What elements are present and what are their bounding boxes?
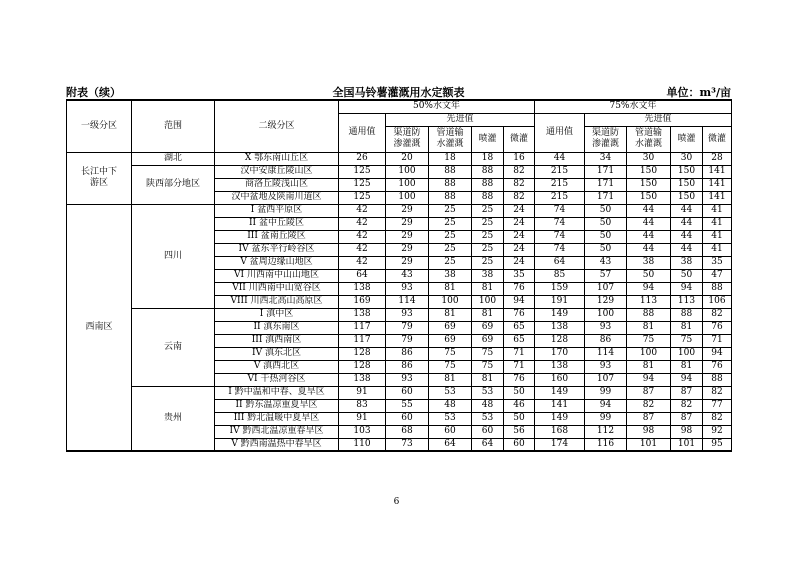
value-cell: 75: [472, 347, 504, 360]
value-cell: 60: [386, 412, 429, 425]
header-range: 范围: [132, 100, 215, 152]
value-cell: 75: [429, 360, 472, 373]
value-cell: 29: [386, 217, 429, 230]
header-p75: 75%水文年: [535, 100, 732, 113]
value-cell: 88: [671, 308, 703, 321]
value-cell: 24: [504, 256, 535, 269]
value-cell: 215: [535, 178, 585, 191]
value-cell: 79: [386, 334, 429, 347]
value-cell: 94: [504, 295, 535, 308]
value-cell: 88: [472, 178, 504, 191]
subregion-cell: I 黔中温和中春、夏旱区: [215, 386, 339, 399]
value-cell: 86: [386, 347, 429, 360]
value-cell: 77: [703, 399, 732, 412]
value-cell: 99: [585, 386, 627, 399]
value-cell: 81: [627, 360, 671, 373]
value-cell: 94: [671, 373, 703, 386]
value-cell: 76: [504, 308, 535, 321]
value-cell: 48: [472, 399, 504, 412]
value-cell: 82: [504, 165, 535, 178]
value-cell: 30: [627, 152, 671, 165]
value-cell: 171: [585, 191, 627, 204]
subregion-cell: I 滇中区: [215, 308, 339, 321]
value-cell: 50: [671, 269, 703, 282]
table-row: [67, 204, 732, 217]
value-cell: 50: [585, 217, 627, 230]
value-cell: 87: [627, 386, 671, 399]
value-cell: 81: [472, 373, 504, 386]
value-cell: 47: [703, 269, 732, 282]
range-cell: 陕西部分地区: [132, 165, 215, 204]
value-cell: 82: [703, 386, 732, 399]
value-cell: 30: [671, 152, 703, 165]
subregion-cell: IV 盆东平行岭谷区: [215, 243, 339, 256]
value-cell: 38: [671, 256, 703, 269]
header-p75-micro: 微灌: [703, 126, 732, 152]
value-cell: 24: [504, 243, 535, 256]
value-cell: 191: [535, 295, 585, 308]
value-cell: 92: [703, 425, 732, 438]
value-cell: 81: [429, 308, 472, 321]
value-cell: 38: [472, 269, 504, 282]
value-cell: 28: [703, 152, 732, 165]
page-number: 6: [393, 497, 400, 507]
value-cell: 29: [386, 204, 429, 217]
value-cell: 42: [339, 256, 386, 269]
subregion-cell: V 黔西南温热中春旱区: [215, 438, 339, 451]
value-cell: 25: [472, 217, 504, 230]
value-cell: 82: [703, 308, 732, 321]
value-cell: 171: [585, 178, 627, 191]
value-cell: 88: [703, 282, 732, 295]
value-cell: 95: [703, 438, 732, 451]
value-cell: 50: [585, 243, 627, 256]
value-cell: 141: [703, 191, 732, 204]
value-cell: 25: [472, 204, 504, 217]
value-cell: 98: [671, 425, 703, 438]
value-cell: 69: [472, 334, 504, 347]
value-cell: 107: [585, 282, 627, 295]
value-cell: 25: [472, 243, 504, 256]
value-cell: 149: [535, 386, 585, 399]
value-cell: 81: [429, 282, 472, 295]
value-cell: 149: [535, 412, 585, 425]
value-cell: 138: [535, 360, 585, 373]
value-cell: 43: [386, 269, 429, 282]
value-cell: 24: [504, 230, 535, 243]
value-cell: 93: [386, 282, 429, 295]
subregion-cell: II 滇东南区: [215, 321, 339, 334]
value-cell: 100: [386, 178, 429, 191]
value-cell: 60: [429, 425, 472, 438]
value-cell: 81: [671, 360, 703, 373]
value-cell: 86: [585, 334, 627, 347]
value-cell: 44: [627, 204, 671, 217]
value-cell: 68: [386, 425, 429, 438]
value-cell: 150: [627, 178, 671, 191]
header-p50: 50%水文年: [339, 100, 535, 113]
value-cell: 150: [671, 165, 703, 178]
value-cell: 18: [429, 152, 472, 165]
value-cell: 71: [504, 360, 535, 373]
value-cell: 100: [386, 165, 429, 178]
value-cell: 24: [504, 204, 535, 217]
table-row: [67, 165, 732, 178]
unit-label: 单位：m³/亩: [666, 86, 731, 99]
value-cell: 81: [627, 321, 671, 334]
value-cell: 69: [429, 321, 472, 334]
value-cell: 87: [627, 412, 671, 425]
header-p75-canal: 渠道防 渗灌溉: [585, 126, 627, 152]
value-cell: 24: [504, 217, 535, 230]
value-cell: 65: [504, 321, 535, 334]
value-cell: 53: [472, 412, 504, 425]
value-cell: 64: [472, 438, 504, 451]
range-cell: 湖北: [132, 152, 215, 165]
value-cell: 26: [339, 152, 386, 165]
appendix-label: 附表（续）: [66, 86, 121, 99]
value-cell: 57: [585, 269, 627, 282]
subregion-cell: V 盆周边缘山地区: [215, 256, 339, 269]
value-cell: 125: [339, 178, 386, 191]
range-cell: 云南: [132, 308, 215, 386]
value-cell: 138: [535, 321, 585, 334]
value-cell: 71: [703, 334, 732, 347]
subregion-cell: 汉中安康丘陵山区: [215, 165, 339, 178]
value-cell: 85: [535, 269, 585, 282]
value-cell: 75: [472, 360, 504, 373]
value-cell: 44: [627, 243, 671, 256]
header-p75-general: 通用值: [535, 113, 585, 152]
value-cell: 55: [386, 399, 429, 412]
value-cell: 174: [535, 438, 585, 451]
level1-cell: 西南区: [67, 204, 132, 451]
table-body: [67, 152, 732, 451]
subregion-cell: V 滇西北区: [215, 360, 339, 373]
value-cell: 44: [535, 152, 585, 165]
value-cell: 88: [627, 308, 671, 321]
value-cell: 100: [671, 347, 703, 360]
value-cell: 100: [472, 295, 504, 308]
value-cell: 98: [627, 425, 671, 438]
value-cell: 128: [535, 334, 585, 347]
value-cell: 93: [585, 321, 627, 334]
header-p50-pipe: 管道输 水灌溉: [429, 126, 472, 152]
value-cell: 88: [703, 373, 732, 386]
value-cell: 42: [339, 243, 386, 256]
value-cell: 64: [429, 438, 472, 451]
header-level1: 一级分区: [67, 100, 132, 152]
subregion-cell: II 黔东温凉重夏旱区: [215, 399, 339, 412]
subregion-cell: III 滇西南区: [215, 334, 339, 347]
value-cell: 125: [339, 191, 386, 204]
value-cell: 44: [627, 230, 671, 243]
value-cell: 74: [535, 217, 585, 230]
value-cell: 74: [535, 204, 585, 217]
value-cell: 93: [386, 308, 429, 321]
header-p75-spray: 喷灌: [671, 126, 703, 152]
value-cell: 94: [585, 399, 627, 412]
value-cell: 42: [339, 204, 386, 217]
value-cell: 169: [339, 295, 386, 308]
subregion-cell: 汉中盆地及陕南川道区: [215, 191, 339, 204]
value-cell: 141: [703, 165, 732, 178]
value-cell: 150: [671, 178, 703, 191]
range-cell: 贵州: [132, 386, 215, 451]
value-cell: 125: [339, 165, 386, 178]
value-cell: 69: [472, 321, 504, 334]
value-cell: 88: [429, 165, 472, 178]
value-cell: 35: [504, 269, 535, 282]
value-cell: 168: [535, 425, 585, 438]
value-cell: 81: [671, 321, 703, 334]
value-cell: 34: [585, 152, 627, 165]
value-cell: 129: [585, 295, 627, 308]
value-cell: 60: [386, 386, 429, 399]
value-cell: 29: [386, 230, 429, 243]
value-cell: 94: [703, 347, 732, 360]
value-cell: 112: [585, 425, 627, 438]
value-cell: 69: [429, 334, 472, 347]
header-p50-micro: 微灌: [504, 126, 535, 152]
value-cell: 93: [585, 360, 627, 373]
value-cell: 53: [429, 412, 472, 425]
value-cell: 25: [429, 243, 472, 256]
value-cell: 88: [429, 178, 472, 191]
value-cell: 50: [627, 269, 671, 282]
value-cell: 141: [535, 399, 585, 412]
value-cell: 75: [429, 347, 472, 360]
subregion-cell: VI 川西南中山山地区: [215, 269, 339, 282]
subregion-cell: II 盆中丘陵区: [215, 217, 339, 230]
value-cell: 46: [504, 399, 535, 412]
value-cell: 41: [703, 243, 732, 256]
header-p75-pipe: 管道输 水灌溉: [627, 126, 671, 152]
value-cell: 50: [585, 204, 627, 217]
value-cell: 83: [339, 399, 386, 412]
value-cell: 74: [535, 230, 585, 243]
value-cell: 171: [585, 165, 627, 178]
level1-cell: 长江中下 游区: [67, 152, 132, 204]
value-cell: 82: [504, 191, 535, 204]
value-cell: 56: [504, 425, 535, 438]
value-cell: 100: [386, 191, 429, 204]
value-cell: 82: [671, 399, 703, 412]
value-cell: 103: [339, 425, 386, 438]
value-cell: 88: [472, 191, 504, 204]
value-cell: 16: [504, 152, 535, 165]
value-cell: 94: [671, 282, 703, 295]
value-cell: 91: [339, 386, 386, 399]
value-cell: 81: [472, 308, 504, 321]
value-cell: 25: [429, 204, 472, 217]
table-caption: [66, 84, 731, 98]
value-cell: 141: [703, 178, 732, 191]
value-cell: 38: [627, 256, 671, 269]
range-cell: 四川: [132, 204, 215, 308]
value-cell: 117: [339, 334, 386, 347]
value-cell: 76: [504, 373, 535, 386]
header-p50-general: 通用值: [339, 113, 386, 152]
value-cell: 44: [671, 204, 703, 217]
value-cell: 93: [386, 373, 429, 386]
value-cell: 25: [429, 256, 472, 269]
value-cell: 74: [535, 243, 585, 256]
value-cell: 81: [472, 282, 504, 295]
value-cell: 128: [339, 360, 386, 373]
value-cell: 99: [585, 412, 627, 425]
value-cell: 116: [585, 438, 627, 451]
value-cell: 53: [429, 386, 472, 399]
value-cell: 81: [429, 373, 472, 386]
value-cell: 114: [386, 295, 429, 308]
value-cell: 41: [703, 204, 732, 217]
value-cell: 100: [585, 308, 627, 321]
value-cell: 100: [627, 347, 671, 360]
value-cell: 44: [671, 217, 703, 230]
value-cell: 215: [535, 191, 585, 204]
value-cell: 44: [627, 217, 671, 230]
subregion-cell: IV 黔西北温凉重春旱区: [215, 425, 339, 438]
value-cell: 88: [429, 191, 472, 204]
value-cell: 87: [671, 412, 703, 425]
value-cell: 91: [339, 412, 386, 425]
water-quota-table: [66, 99, 732, 452]
header-p50-advanced: 先进值: [386, 113, 535, 126]
table-row: [67, 152, 732, 165]
value-cell: 50: [585, 230, 627, 243]
value-cell: 82: [703, 412, 732, 425]
value-cell: 76: [703, 321, 732, 334]
value-cell: 86: [386, 360, 429, 373]
value-cell: 82: [504, 178, 535, 191]
value-cell: 149: [535, 308, 585, 321]
value-cell: 138: [339, 282, 386, 295]
value-cell: 41: [703, 217, 732, 230]
value-cell: 117: [339, 321, 386, 334]
value-cell: 38: [429, 269, 472, 282]
value-cell: 20: [386, 152, 429, 165]
value-cell: 88: [472, 165, 504, 178]
subregion-cell: III 盆南丘陵区: [215, 230, 339, 243]
value-cell: 44: [671, 243, 703, 256]
value-cell: 113: [627, 295, 671, 308]
value-cell: 110: [339, 438, 386, 451]
subregion-cell: IV 滇东北区: [215, 347, 339, 360]
value-cell: 150: [627, 165, 671, 178]
value-cell: 43: [585, 256, 627, 269]
value-cell: 101: [671, 438, 703, 451]
value-cell: 35: [703, 256, 732, 269]
subregion-cell: X 鄂东南山丘区: [215, 152, 339, 165]
subregion-cell: VI 干热河谷区: [215, 373, 339, 386]
header-p50-canal: 渠道防 渗灌溉: [386, 126, 429, 152]
value-cell: 87: [671, 386, 703, 399]
value-cell: 65: [504, 334, 535, 347]
header-p75-advanced: 先进值: [585, 113, 732, 126]
value-cell: 50: [504, 386, 535, 399]
value-cell: 42: [339, 230, 386, 243]
table-row: [67, 308, 732, 321]
value-cell: 113: [671, 295, 703, 308]
header-p50-spray: 喷灌: [472, 126, 504, 152]
value-cell: 42: [339, 217, 386, 230]
header-level2: 二级分区: [215, 100, 339, 152]
value-cell: 75: [627, 334, 671, 347]
value-cell: 48: [429, 399, 472, 412]
value-cell: 114: [585, 347, 627, 360]
value-cell: 53: [472, 386, 504, 399]
value-cell: 82: [627, 399, 671, 412]
value-cell: 25: [472, 256, 504, 269]
value-cell: 75: [671, 334, 703, 347]
subregion-cell: 商洛丘陵浅山区: [215, 178, 339, 191]
value-cell: 71: [504, 347, 535, 360]
value-cell: 138: [339, 373, 386, 386]
subregion-cell: III 黔北温暖中夏旱区: [215, 412, 339, 425]
value-cell: 94: [627, 373, 671, 386]
subregion-cell: I 盆西平原区: [215, 204, 339, 217]
value-cell: 160: [535, 373, 585, 386]
value-cell: 215: [535, 165, 585, 178]
subregion-cell: VIII 川西北高山高原区: [215, 295, 339, 308]
value-cell: 94: [627, 282, 671, 295]
value-cell: 25: [429, 230, 472, 243]
value-cell: 100: [429, 295, 472, 308]
value-cell: 64: [535, 256, 585, 269]
value-cell: 106: [703, 295, 732, 308]
value-cell: 73: [386, 438, 429, 451]
value-cell: 29: [386, 256, 429, 269]
value-cell: 18: [472, 152, 504, 165]
value-cell: 170: [535, 347, 585, 360]
value-cell: 64: [339, 269, 386, 282]
value-cell: 25: [472, 230, 504, 243]
value-cell: 107: [585, 373, 627, 386]
value-cell: 60: [504, 438, 535, 451]
value-cell: 44: [671, 230, 703, 243]
value-cell: 29: [386, 243, 429, 256]
value-cell: 76: [703, 360, 732, 373]
value-cell: 60: [472, 425, 504, 438]
value-cell: 76: [504, 282, 535, 295]
value-cell: 150: [671, 191, 703, 204]
table-title: 全国马铃薯灌溉用水定额表: [332, 86, 465, 99]
value-cell: 79: [386, 321, 429, 334]
value-cell: 50: [504, 412, 535, 425]
subregion-cell: VII 川西南中山宽谷区: [215, 282, 339, 295]
value-cell: 25: [429, 217, 472, 230]
value-cell: 41: [703, 230, 732, 243]
table-row: [67, 386, 732, 399]
value-cell: 128: [339, 347, 386, 360]
value-cell: 150: [627, 191, 671, 204]
value-cell: 138: [339, 308, 386, 321]
value-cell: 159: [535, 282, 585, 295]
value-cell: 101: [627, 438, 671, 451]
